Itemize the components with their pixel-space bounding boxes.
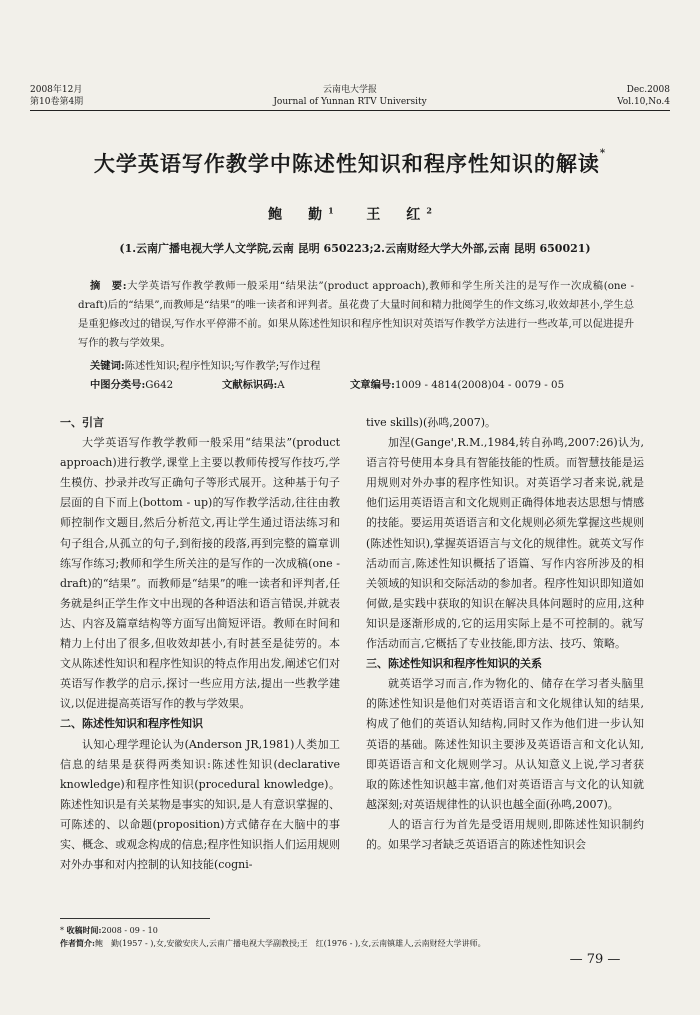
header-journal-en: Journal of Yunnan RTV University: [273, 97, 427, 107]
paragraph: 加涅(Gange',R.M.,1984,转自孙鸣,2007:26)认为,语言符号使用本身具有智能技能的性质。而智慧技能是运用规则对外办事的程序性知识。对英语学习者来说,就是他们运用英语语言和文化规则正确得体地表达思想与情感的技能。要运用英语语言和文化规则必须先掌握这些规则(陈述性知识),掌握英语语言与文化的规律性。就英文写作活动而言,陈述性知识概括了语篇、写作内容所涉及的相关领域的知识和交际活动的参加者。程序性知识即知道如何做,是实践中获取的知识在解决具体问题时的应用,这种知识是逐渐形成的,它的运用实际上是不可控制的。就写作活动而言,它概括了专业技能,即方法、技巧、策略。: [366, 436, 644, 651]
doc-code-value: A: [277, 379, 285, 391]
abstract-label: 摘 要:: [90, 280, 127, 292]
author-bio-label: 作者简介:: [60, 938, 95, 948]
doc-code-group: [222, 376, 350, 395]
footnote: [60, 924, 640, 950]
article-number-group: [350, 376, 564, 395]
received-date: 2008 - 09 - 10: [101, 926, 158, 935]
abstract: [78, 277, 634, 353]
author-1: 鲍 勤: [268, 207, 329, 223]
paragraph: 就英语学习而言,作为物化的、储存在学习者头脑里的陈述性知识是他们对英语语言和文化规律认知的结果,构成了他们的英语认知结构,同时又作为他们进一步认知英语的基础。陈述性知识主要涉及英语语言和文化认知,即英语语言和文化规则学习。从认知意义上说,学习者获取的陈述性知识越丰富,他们对英语语言与文化的认知就越深刻;对英语规律性的认识也越全面(孙鸣,2007)。: [366, 677, 644, 811]
abstract-text: 大学英语写作教学教师一般采用“结果法”(product approach),教师和学生所关注的是写作一次成稿(one - draft)后的“结果”,而教师是“结果”的唯一读者和评判者。虽花费了大量时间和精力批阅学生的作文练习,收效却甚小,学生总是重犯修改过的错误,写作水平停滞不前。如果从陈述性知识和程序性知识对英语写作教学方法进行一些改革,可以促进提升写作的教与学效果。: [78, 280, 634, 349]
received-label: 收稿时间:: [66, 925, 102, 935]
page-number: — 79 —: [569, 952, 621, 967]
paragraph: 认知心理学理论认为(Anderson JR,1981)人类加工信息的结果是获得两类知识:陈述性知识(declarative knowledge)和程序性知识(procedural knowledge)。陈述性知识是有关某物是事实的知识,是人有意识掌握的、可陈述的、以命题(proposition)方式储存在大脑中的事实、概念、或观念构成的信息;程序性知识指人们运用规则对外办事和对内控制的认知技能(cogni-: [60, 737, 340, 872]
footnote-author-bio: [60, 937, 640, 950]
author-2: 王 红: [366, 207, 427, 223]
title-text: 大学英语写作教学中陈述性知识和程序性知识的解读: [93, 151, 600, 176]
clc-value: G642: [145, 379, 174, 391]
clc-group: [90, 376, 222, 395]
header-journal-cn: 云南电大学报: [322, 85, 377, 95]
paragraph: 人的语言行为首先是受语用规则,即陈述性知识制约的。如果学习者缺乏英语语言的陈述性知识会: [366, 817, 644, 851]
footnote-received: [60, 924, 640, 937]
clc-label: 中图分类号:: [90, 379, 146, 391]
keywords-label: 关键词:: [90, 360, 125, 372]
article-title: [30, 148, 670, 178]
keywords: [90, 357, 634, 376]
article-number-label: 文章编号:: [350, 379, 395, 391]
body-column-right: [366, 413, 644, 855]
keywords-text: 陈述性知识;程序性知识;写作教学;写作过程: [124, 360, 321, 372]
footnote-rule: [60, 918, 210, 919]
author-bio-text: 鲍 勤(1957 - ),女,安徽安庆人,云南广播电视大学副教授;王 红(1976 - ),女,云南镇雄人,云南财经大学讲师。: [94, 939, 486, 948]
title-footnote-mark: *: [599, 148, 607, 159]
header-right: [617, 84, 670, 108]
article-number-value: 1009 - 4814(2008)04 - 0079 - 05: [395, 379, 565, 391]
author-2-affil: 2: [426, 205, 432, 216]
footnote-mark: *: [60, 926, 64, 935]
header-date-cn: 2008年12月: [30, 85, 83, 95]
doc-code-label: 文献标识码:: [222, 379, 278, 391]
author-line: [30, 204, 670, 224]
body-column-left: [60, 413, 340, 875]
section-heading-1: 一、引言: [60, 416, 104, 429]
header-volume-en: Vol.10,No.4: [617, 97, 670, 107]
section-heading-2: 二、陈述性知识和程序性知识: [60, 717, 203, 731]
author-1-affil: 1: [328, 205, 334, 216]
section-heading-3: 三、陈述性知识和程序性知识的关系: [366, 657, 542, 671]
paragraph-continuation: tive skills)(孙鸣,2007)。: [366, 416, 497, 429]
header-center: [30, 84, 670, 108]
classification-line: [90, 376, 634, 395]
paragraph: 大学英语写作教学教师一般采用“结果法”(product approach)进行教学,课堂上主要以教师传授写作技巧,学生模仿、抄录并改写正确句子等形式展开。这种基于句子层面的自下而上(bottom - up)的写作教学活动,往往由教师控制作文题目,然后分析范文,再让学生通过语法练习和句子组合,从孤立的句子,到衔接的段落,再到完整的篇章训练写作练习;教师和学生所关注的是写作的一次成稿(one - draft)的“结果”。而教师是“结果”的唯一读者和评判者,任务就是纠正学生作文中出现的各种语法和语言错误,并就表达、内容及篇章结构等方面写出简短评语。教师在时间和精力上付出了很多,但收效却甚小,有时甚至是徒劳的。本文从陈述性知识和程序性知识的特点作用出发,阐述它们对英语写作教学的启示,探讨一些应用方法,提出一些教学建议,以促进提高英语写作的教与学效果。: [60, 436, 340, 711]
header-date-en: Dec.2008: [626, 85, 670, 95]
header-volume-cn: 第10卷第4期: [30, 97, 84, 107]
affiliations: (1.云南广播电视大学人文学院,云南 昆明 650223;2.云南财经大学大外部,云南 昆明 650021): [119, 242, 591, 255]
header-rule: [30, 110, 670, 111]
